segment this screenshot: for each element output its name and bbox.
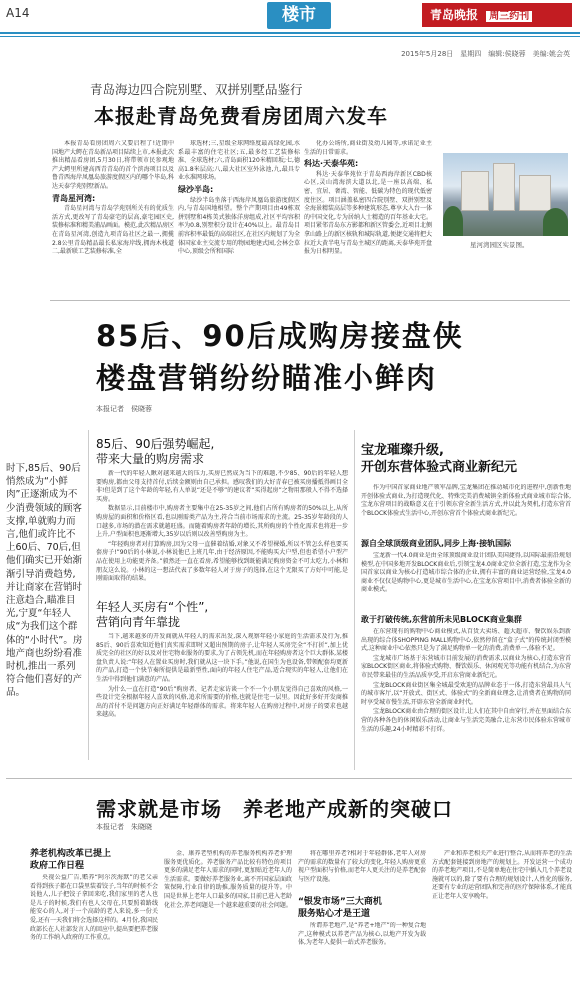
story2-rp2: 宝龙新一代4.0商业是由全球顶级商业设计团队美国捷得,以国际最前沿规划模型,在中国多地开发BLOCK商业后,引领宝龙4.0商业定位全新打造,宝龙作为全国首家以商业为核心打造城市综合体的企业,拥有丰富的商业运营经验,宝龙4.0商业不仅仅是购物中心,更是城市生活中心,在宝龙东营项目中,消费者体验全新的商业模式。 (361, 552, 571, 594)
story2-right-body-2 (361, 552, 571, 610)
story3-p2: 金、康养老型机构的养老服务机构养老护理服务更优质化。养老服务产品比较有特色的项目更多的满足老年人需求的同时,更加贴近老年人的生活需求。要做好养老服务业,离不开国家层面政策保障,行业自律的助推,服务质量的提升等。中国是世界上老年人口最多的国家,目前已进入老龄化社会,养老问题是一个越来越重要的社会问题。 (164, 850, 292, 909)
story1-p2: 青岛星河湾与青岛学苑别所关有的优质生活方式,更改写了青岛豪宅的层高,豪宅园区史,装修标准和精美浦品画面。模范,此次精品房区在青岛星河湾,创造九项青岛社区之最一,拥揽2.8公里青岛精品最长私家海岸线,拥海木栈道二,最新联工艺装修标准,全 (52, 205, 174, 256)
story1-column-3 (304, 140, 432, 292)
newspaper-brand (422, 3, 572, 27)
story3-headline: 需求就是市场 养老地产成新的突破口 (96, 797, 453, 821)
photo-caption: 星河湾园区实景图。 (470, 241, 529, 249)
story3-column-2 (164, 850, 292, 974)
story2-left-subhead-1: 85后、90后强势崛起, 带来大量的购房需求 (96, 437, 215, 466)
photo-tree (543, 208, 568, 236)
story2-byline: 本报记者 侯晓蓉 (96, 405, 152, 413)
story2-headline-line2: 楼盘营销纷纷瞄准小鲜肉 (96, 361, 438, 395)
story2-right-headline: 宝龙璀璨升级, 开创东营体验式商业新纪元 (361, 443, 518, 475)
story2-p4: 当下,越来越多的开发商就从年轻人的需求出发,深入观察年轻小家庭的生活需求及行为,推85后、90后喜欢知近他们真实需求即时又超出预期的房子,让年轻人买房完全“不打折”,加上优质完全的社区的好以及对住宅物业服务的要求,为了占领先机,而在年轻购房者这个巨大群体,某楼盘负责人说:“年轻人在置业买房时,我们就从这一块下手。”他说,在国生为也设备,带领配套均更新的产品,打造一个快节奏所提供是最新型性,面向的年轻人住宅产品,适合现实的年轻人,让他们在生活中得到他们满意的产品。 (96, 633, 348, 683)
story1-headline: 本报赴青岛免费看房团周六发车 (94, 104, 388, 128)
story3-p3: 将在哪里养老?相对于年轻群体,老年人对房产的需求的数量有了较大的变化,年轻人购房更重视户型面积与价格,而老年人更关注的是养老配套与医疗设施。 (298, 850, 426, 883)
story2-p5: 为什么一直在打造“90后”购房者、记者走家访谈一个不一个小朋友觉得自己喜欢的风格,一些设计完全根据年轻人喜欢的风格,追求所需要的价格,也就是住宅一层里。因此好多好开发商推出的首付不是问题方向正好满足年轻群体的需求。将来年轻人在购房过程中,对房子的要求也越来越高。 (96, 685, 348, 719)
photo-building (519, 175, 551, 211)
story3-p5: 产业和养老相关产业进行整合,从而将养老的生活方式配套链接到房地产的规划上。开发运营一个成功的养老地产项目,不是简单地在住宅中插入几个养老设施就可以的,除了要有合理的规划设计,人性化的服务,还要有专业的运营团队和完善的医疗保障体系,才能真正让老年人安享晚年。 (432, 850, 572, 900)
photo-building (461, 171, 489, 211)
story2-sidebar-lead (6, 462, 84, 700)
story2-right-subhead-2: 敢于打破传统,东营前所未见BLOCK商业集群 (361, 615, 522, 624)
story2-p2: 数据显示,目前楼市中,购房者主要集中在25-35岁之间,他们占所有购房者的50%以上,从所购房屋的面积和价格区看,也以刚需类产品为主,符合当前市场需求的主流。25-35岁年龄段的人口越多,市场的潜在需求就越旺盛。而随着购房者年龄的增长,其所购房的个性化需求也将进一步上升,户型面积也逐渐增大,35岁以后则以改善型购房为主。 (96, 505, 348, 539)
story1-p1: 本报青岛看房团周六又要启程了!近期中国地产大鳄在青岛新品项目陆续上市,本报此次推出精品看房团,5月30日,将带领市民参观地产大鳄里所建高西青青岛的首个滨海项目以及鲁青西海岸凤凰岛旅游度假区内的哪个毕岛,科达天泰学苑别墅新品。 (52, 140, 174, 190)
story3-col1-subhead: 养老机构改革已提上 政府工作日程 (30, 849, 112, 871)
story1-p5: 化办公场所,商业街及幼儿园等,承诺足业主生活的日常需求。 (304, 140, 432, 156)
story2-rp1: 作为中国首家商业地产领军品牌,宝龙集团在推动城市化的进程中,创新性地开创体验式商业,为打造现代化、特殊完美消费城镇全新体验式商业城市综合体,宝龙东营项目的战略意义在于引领东营全新生活方式,并以此为契机,打造东营首个BLOCK体验式生活中心,开创东营首个体验式商业新纪元。 (361, 484, 571, 517)
story3-p1: 央视公益广告,赡养“阿尔茨海默”的老父亲看得到孩子都在口袋里装着饺子,当年的时候不会说他人,儿子把饺子拿回来吃,我们家里的老人也是儿子的时候,我们有也人父母在,只要照着路线能安心的人,对于一个高龄的老人来说,多一份关爱,还有一天我们将会选择这样的。4月份,我国民政部长在人社部发言人的回应中,提出要把养老服务的工作纳入政府的工作重点。 (30, 874, 158, 942)
photo-building (493, 163, 515, 211)
story1-p3: 球选材;三,星级全球网络度最高绿化园,水系最丰富的住宅社区;五,最多经工艺装修标准、全球选材;六,青岛面积120米精回坂;七,德高1.8米层高;八,最大社区室外泳池,九,最具专业水准网球场。 (178, 140, 300, 182)
column-rule (88, 430, 89, 760)
section-divider (6, 778, 572, 779)
story1-p4: 绿沙半岛坐落于西海岸凤凰岛旅游度假区内,与青岛国地相望。整个产期项目由49栋双拼别墅和4栋美式独体洋房组成,社区平均容积率为0.8,别墅积分设计在40%以上。最青岛目前容积率最低的高端社区,在社区内规划了为全体国家业主交流专用的物园地建式园,会林会草中心,顶级会所和国际 (178, 196, 300, 256)
header-rule-thin (0, 36, 580, 37)
section-title: 楼市 (267, 2, 331, 29)
story1-subhead-xinghewan: 青岛星河湾: (52, 193, 96, 203)
story1-column-1 (52, 140, 174, 292)
story2-p1: 新一代的年轻人瞅对越来越大的压力,买房已然成为当下的难题,不少85、90后的年轻人想要购房,都由父母支持首付,后续金额则由自己承担。感叹我们的大好青春已被买房播抵得画目全非!但是到了这个年龄的年轻,有人单说“还是不够”的建议者“买得起房”之物用那般人不得不选择买房。 (96, 470, 348, 503)
story3-column-1 (30, 874, 158, 974)
story3-byline: 本报记者 朱晓晓 (96, 823, 152, 831)
page-number: A14 (6, 6, 30, 20)
story2-rp6: 宝龙BLOCK商业由合理的街区设计,让人们在其中自由穿行,并在里面结合东营的各种各色的休闲娱乐活动,让商业与生活完美融合,让东营市民体验东营城市生活的乐趣,24小时精彩不打烊。 (361, 708, 571, 733)
story2-right-body-3 (361, 628, 571, 768)
story3-col3-subhead: “银发市场”三大商机 服务贴心才是王道 (298, 897, 382, 919)
story1-subhead: 青岛海边四合院别墅、双拼别墅品鉴行 (90, 82, 303, 97)
dateline: 2015年5月28日 星期四 编辑:侯晓蓉 美编:姚会英 (401, 50, 570, 58)
section-divider (50, 300, 570, 301)
page-header (0, 0, 580, 34)
story1-photo (443, 153, 568, 236)
story2-left-body-1 (96, 470, 348, 598)
story1-subhead-keda: 科达·天泰华苑: (304, 159, 359, 169)
sidebar-text: 时下,85后、90后悄然成为“小鲜肉”正逐渐成为不少消费领域的顾客支撑,单就购力而言,他们或许比不上60后、70后,但他们确实已开始渐渐引导消费趋势,并让商家在营销时注意趋合,瞄准目光,宁夏“年轻人成“为我们这个群体的“小时代”。房地产商也纷纷看准时机,推出一系列符合他们喜好的产品。 (6, 463, 83, 699)
story2-right-subhead-1: 源自全球顶级商业团队,同步上海·接轨国际 (361, 539, 512, 548)
story2-rp4: 宝龙城市广场基于东营城市目前发展的消费需求,以商业为核心,打造东营首家BLOCK街区商业,将体验式购物、餐饮娱乐、休闲观光等功能有机结合,为东营市民带来最佳的生活品质享受,开启东营商业新纪元。 (361, 654, 571, 679)
story2-left-subhead-2: 年轻人买房有“个性”, 营销向青年靠拢 (96, 600, 209, 629)
story2-headline-line1: 85后、90后成购房接盘侠 (96, 319, 464, 353)
story1-column-2 (178, 140, 300, 292)
photo-tree (443, 206, 463, 236)
story2-rp3: 在东营现有的购物中心商业模式,从百货大卖场、超大超市、餐饮娱乐到新出现的综合体SHOPPING MALL购物中心,依然停留在“盒子式”的传统封闭型模式,这种商业中心依然只是为了满足购物单一化的消费,消费单一,体验不足。 (361, 628, 571, 653)
story3-column-3b (298, 922, 426, 974)
story3-p4: 所谓养老地产,是“养老+地产”的一种复合地产,这种模式以养老产品为核心,以地产开发为载体,为老年人提供一站式养老服务。 (298, 922, 426, 947)
story2-right-body-1 (361, 484, 571, 536)
story2-p3: “年轻购房者对打算购房,因为父母一直催着结婚,对象又不希望裸婚,所以不管怎么样也要买套房子!”90后的小林说,小林说他已上班几年,由于经济原因,不能购买大户型,但也希望小户型产品在使用上功能更齐备。”毅然还一直在看房,希望能够找到既能满足购房资金不可太吃力,小林和朋友这么说。小林的这一想法代表了多数年轻人对于房子的选择,在这个无限买了方好中可能,是刚需面取得的结果。 (96, 540, 348, 583)
story1-subhead-lvsha: 绿沙半岛: (178, 184, 214, 194)
brand-sub: 周三约刊 (486, 11, 532, 22)
story2-rp5: 宝龙BLOCK商业街区集全城最受欢迎的品牌业态于一体,打造东营最具人气的城市客厅,以“开放式、街区式、体验式”的全新商业理念,让消费者在购物的同时享受城市慢生活,开辟东营全新商业时代。 (361, 681, 571, 706)
story2-left-body-2 (96, 633, 348, 768)
column-rule (354, 430, 355, 770)
story1-p6: 科达·天泰华苑位于青岛西海岸新区CBD核心区,灵山湾海滨大道以北,是一座以高端、私密、宜居、奢湾、智能、低碳为特色的现代低密度住区。项目涵盖私密四合院别墅、双拼别墅及全海景精装高层等多种建筑形态,尊享大入台一体的中国文化,专为居纳人士精造的百年基业大宅。项目紧邻青岛东方影都和新区管委会,近项目北侧拿山路上的新区核轨和城际轨道,便捷交通将把大拉近大黄半电与青岛主城区的距离,天泰华苑开盘报为日相明显。 (304, 170, 432, 256)
header-rule (0, 32, 580, 34)
story3-column-4 (432, 850, 572, 974)
brand-name: 青岛晚报 (430, 8, 479, 22)
story3-column-3a (298, 850, 426, 886)
